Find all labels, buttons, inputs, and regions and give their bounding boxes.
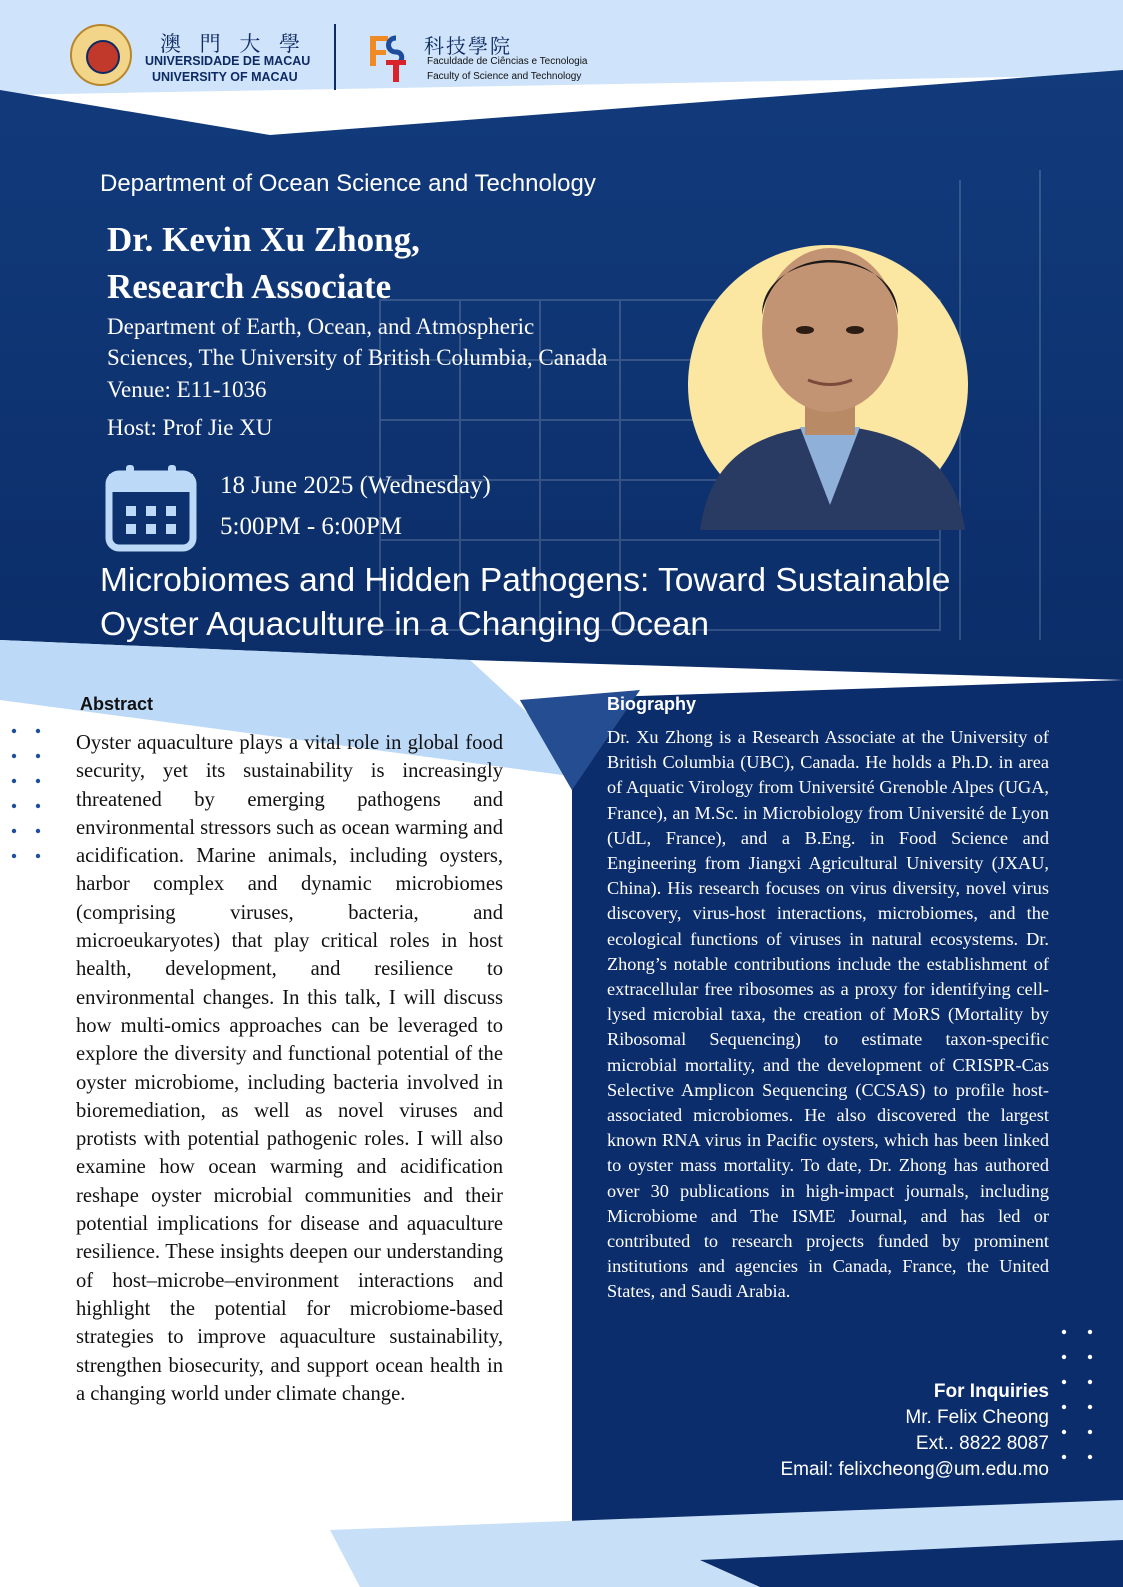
calendar-icon bbox=[104, 462, 198, 552]
talk-title-line2: Oyster Aquaculture in a Changing Ocean bbox=[100, 606, 709, 643]
biography-body bbox=[607, 725, 1049, 1305]
fst-name-chinese: 科技學院 bbox=[424, 34, 512, 58]
um-name-portuguese: UNIVERSIDADE DE MACAU bbox=[145, 54, 311, 68]
fst-logo-icon bbox=[366, 30, 410, 84]
abstract-dots-icon bbox=[10, 727, 50, 867]
speaker-title: Research Associate bbox=[107, 267, 392, 306]
speaker-affiliation-line2: Sciences, The University of British Columbia, Canada bbox=[107, 345, 608, 370]
event-date: 18 June 2025 (Wednesday) bbox=[220, 472, 491, 499]
fst-name-english: Faculty of Science and Technology bbox=[427, 71, 582, 82]
um-name-chinese: 澳 門 大 學 bbox=[160, 32, 307, 56]
inquiries-block bbox=[700, 1379, 1049, 1483]
bio-dots-icon bbox=[1060, 1328, 1100, 1468]
talk-title-line1: Microbiomes and Hidden Pathogens: Toward Sustainable bbox=[100, 562, 951, 599]
abstract-heading: Abstract bbox=[80, 694, 154, 714]
header-bar bbox=[0, 0, 1123, 100]
abstract-text: Oyster aquaculture plays a vital role in global food security, yet its sustainability is increasingly threatened by emerging pathogens and environmental stressors such as ocean warming and acidification. Marine animals, including oysters, harbor complex and dynamic microbiomes (comprising viruses, bacteria, and microeukaryotes) that play critical roles in host health, development, and resilience to environmental changes. In this talk, I will discuss how multi-omics approaches can be leveraged to explore the diversity and functional potential of the oyster microbiome, including bacteria involved in bioremediation, as well as novel viruses and protists with potential pathogenic roles. I will also examine how ocean warming and acidification reshape oyster microbial communities and their potential implications for disease and aquaculture resilience. These insights deepen our understanding of host–microbe–environment interactions and highlight the potential for microbiome-based strategies to improve aquaculture sustainability, strengthen biosecurity, and support ocean health in a changing world under climate change. bbox=[76, 732, 503, 1405]
biography-text: Dr. Xu Zhong is a Research Associate at the University of British Columbia (UBC), Canada. He holds a Ph.D. in area of Aquatic Virology from Université Grenoble Alpes (UGA, France), an M.Sc. in Microbiology from Université de Lyon (UdL, France), and a B.Eng. in Food Science and Engineering from Jiangxi Agricultural University (JXAU, China). His research focuses on virus diversity, novel virus discovery, virus-host interactions, microbiomes, and the ecological functions of viruses in natural ecosystems. Dr. Zhong’s notable contributions include the establishment of extracellular free ribosomes as a proxy for identifying cell-lysed microbial taxa, the creation of MoRS (Mortality by Ribosomal Sequencing) to estimate taxon-specific microbial mortality, and the development of CRISPR-Cas Selective Amplicon Sequencing (CCSAS) to profile host-associated microbiomes. He also discovered the largest known RNA virus in Pacific oysters, which has been linked to oyster mass mortality. To date, Dr. Zhong has authored over 30 publications in high-impact journals, including Microbiome and The ISME Journal, and has led or contributed to research projects funded by prominent institutions and agencies in Canada, France, the United States, and Saudi Arabia. bbox=[607, 727, 1049, 1302]
header-divider bbox=[334, 24, 336, 90]
inquiries-email: Email: felixcheong@um.edu.mo bbox=[780, 1459, 1049, 1480]
biography-heading: Biography bbox=[607, 694, 697, 714]
speaker-name: Dr. Kevin Xu Zhong, bbox=[107, 220, 420, 259]
inquiries-heading: For Inquiries bbox=[933, 1381, 1049, 1402]
speaker-portrait bbox=[690, 205, 975, 530]
um-name-english: UNIVERSITY OF MACAU bbox=[152, 70, 298, 84]
department-heading: Department of Ocean Science and Technology bbox=[100, 170, 596, 197]
venue: Venue: E11-1036 bbox=[107, 377, 267, 402]
speaker-affiliation-line1: Department of Earth, Ocean, and Atmospheric bbox=[107, 314, 535, 339]
inquiries-name: Mr. Felix Cheong bbox=[905, 1407, 1049, 1428]
host: Host: Prof Jie XU bbox=[107, 415, 273, 440]
fst-name-portuguese: Faculdade de Ciências e Tecnologia bbox=[427, 56, 588, 67]
event-time: 5:00PM - 6:00PM bbox=[220, 513, 402, 540]
inquiries-ext: Ext.. 8822 8087 bbox=[915, 1433, 1049, 1454]
university-seal-icon bbox=[70, 24, 132, 86]
abstract-body bbox=[76, 729, 503, 1408]
